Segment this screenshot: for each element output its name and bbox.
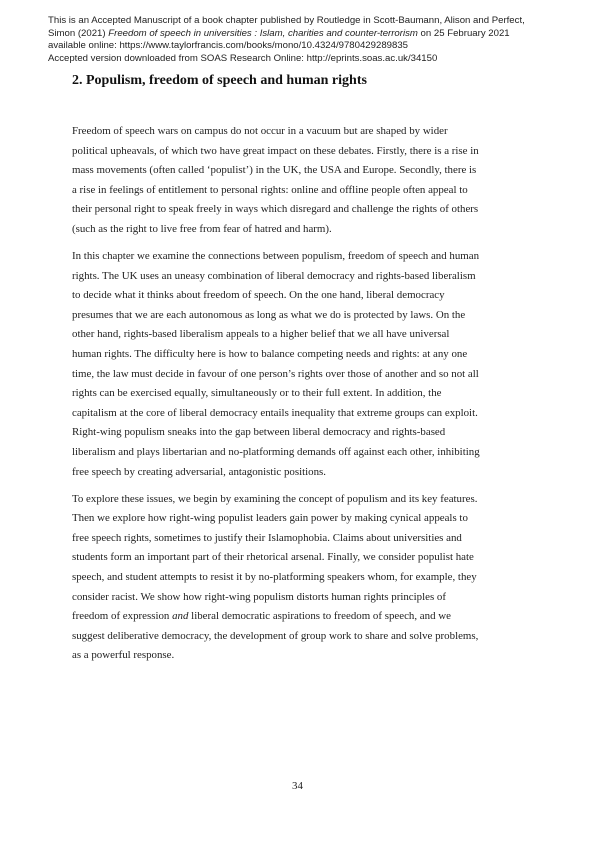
book-title: Freedom of speech in universities : Islam, charities and counter-terrorism <box>108 27 418 39</box>
text-line: capitalism at the core of liberal democracy entails inequality that extreme groups can exploit. <box>72 406 478 419</box>
header-text: on 25 February 2021 <box>417 27 510 39</box>
emphasis-and: and <box>172 610 189 623</box>
text-line: In this chapter we examine the connections between populism, freedom of speech and human <box>72 250 480 263</box>
citation-header <box>48 15 558 65</box>
text-line: students form an important part of their rhetorical arsenal. Finally, we consider populist hate <box>72 551 474 564</box>
text-line: a rise in feelings of entitlement to personal rights: online and offline people often appeal to <box>72 183 468 196</box>
text-line: mass movements (often called ‘populist’) in the UK, the USA and Europe. Secondly, there is <box>72 164 477 177</box>
text-line: as a powerful response. <box>72 649 175 662</box>
paragraph-3 <box>72 490 527 666</box>
text-line: political upheavals, of which two have great impact on these debates. Firstly, there is a rise in <box>72 144 479 157</box>
text-line: other hand, rights-based liberalism appeals to a higher belief that we all have universal <box>72 328 450 341</box>
paragraph-2 <box>72 247 527 482</box>
header-line: Accepted version downloaded from SOAS Research Online: http://eprints.soas.ac.uk/34150 <box>48 52 438 64</box>
paragraph-1 <box>72 122 527 240</box>
header-line: This is an Accepted Manuscript of a book chapter published by Routledge in Scott-Baumann, Alison and Perfect, <box>48 15 525 26</box>
text-run: freedom of expression <box>72 610 173 623</box>
text-line: Then we explore how right-wing populist leaders gain power by making cynical appeals to <box>72 512 468 525</box>
text-line: human rights. The difficulty here is how to balance competing needs and rights: at any one <box>72 348 468 361</box>
text-line: to decide what it thinks about freedom of speech. On the one hand, liberal democracy <box>72 289 445 302</box>
header-line: available online: https://www.taylorfrancis.com/books/mono/10.4324/9780429289835 <box>48 40 408 52</box>
header-line <box>48 28 558 41</box>
text-line: time, the law must decide in favour of one person’s rights over those of another and so not all <box>72 367 479 380</box>
text-line: rights can be exercised equally, simultaneously or to their full extent. In addition, the <box>72 387 442 400</box>
text-line <box>72 607 527 627</box>
text-line: suggest deliberative democracy, the development of group work to share and solve problems, <box>72 629 479 642</box>
text-line: their personal right to speak freely in ways which disregard and challenge the rights of others <box>72 203 479 216</box>
text-line: liberalism and plays libertarian and no-platforming demands off against each other, inhibiting <box>72 446 480 458</box>
chapter-body <box>72 122 527 674</box>
text-line: (such as the right to live free from fear of hatred and harm). <box>72 222 332 235</box>
text-line: presumes that we are each autonomous as long as what we do is protected by laws. On the <box>72 308 466 321</box>
header-text: Simon (2021) <box>48 27 109 39</box>
text-line: consider racist. We show how right-wing populism distorts human rights principles of <box>72 590 446 603</box>
chapter-title: 2. Populism, freedom of speech and human rights <box>72 73 367 88</box>
text-line: free speech by creating adversarial, antagonistic positions. <box>72 465 327 478</box>
text-line: free speech rights, sometimes to justify their Islamophobia. Claims about universities and <box>72 531 462 544</box>
text-line: To explore these issues, we begin by examining the concept of populism and its key features. <box>72 492 478 505</box>
page-number: 34 <box>292 780 303 792</box>
text-line: Freedom of speech wars on campus do not occur in a vacuum but are shaped by wider <box>72 125 448 137</box>
text-run: liberal democratic aspirations to freedom of speech, and we <box>188 610 451 623</box>
text-line: rights. The UK uses an uneasy combination of liberal democracy and rights-based liberalism <box>72 269 476 282</box>
text-line: speech, and student attempts to resist it by no-platforming speakers whom, for example, they <box>72 571 477 584</box>
text-line: Right-wing populism sneaks into the gap between liberal democracy and rights-based <box>72 426 446 439</box>
